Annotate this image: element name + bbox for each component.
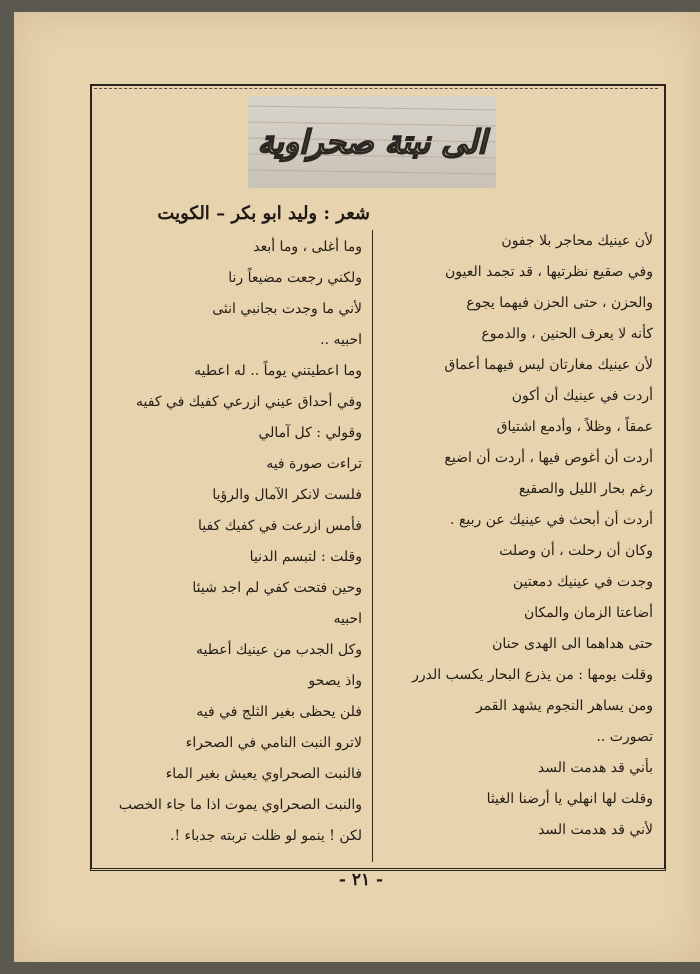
left-column: [118, 232, 362, 860]
verse-line: وقلت يومها : من يذرع البحار يكسب الدرر: [412, 667, 653, 683]
verse-line: فالنبت الصحراوي يعيش بغير الماء: [165, 766, 362, 782]
verse-line: وقلت لها انهلي يا أرضنا الغيثا: [486, 791, 653, 807]
frame-inner-line: [94, 88, 658, 89]
verse-line: لأن عينيك محاجر بلا جفون: [501, 233, 653, 249]
author-line: شعر : وليد ابو بكر – الكويت: [157, 203, 370, 224]
verse-line: احبيه ..: [320, 332, 362, 348]
verse-line: تصورت ..: [596, 729, 653, 745]
verse-line: واذ يصحو: [308, 673, 362, 689]
verse-line: وفي أحداق عيني ازرعي كفيك في كفيه: [136, 394, 362, 410]
verse-line: فلن يحظى بغير الثلج في فيه: [196, 704, 362, 720]
verse-line: عمقاً ، وظلاً ، وأدمع اشتياق: [496, 419, 653, 435]
verse-line: وما أغلى ، وما أبعد: [253, 239, 362, 255]
poem-title: الى نبتة صحراوية: [257, 123, 487, 161]
verse-line: حتى هداهما الى الهدى حنان: [492, 636, 653, 652]
verse-line: بأني قد هدمت السد: [537, 760, 653, 776]
verse-line: تراءت صورة فيه: [266, 456, 362, 472]
column-divider: [372, 230, 373, 862]
verse-line: والحزن ، حتى الحزن فيهما يجوع: [466, 295, 653, 311]
verse-line: لاترو النبت النامي في الصحراء: [185, 735, 362, 751]
page-number: - ٢١ -: [338, 870, 384, 890]
verse-line: لأني ما وجدت بجانبي انثى: [212, 301, 362, 317]
title-calligraphy: [248, 96, 496, 188]
verse-line: كأنه لا يعرف الحنين ، والدموع: [481, 326, 653, 342]
verse-line: وما اعطيتني يوماً .. له اعطيه: [194, 363, 362, 379]
verse-line: ولكني رجعت مضيعاً رنا: [228, 270, 362, 286]
verse-line: لكن ! ينمو لو ظلت تربته جدباء !.: [170, 828, 362, 844]
verse-line: وحين فتحت كفي لم اجد شيئا: [192, 580, 362, 596]
verse-line: فأمس ازرعت في كفيك كفيا: [198, 518, 362, 534]
verse-line: وكان أن رحلت ، أن وصلت: [499, 543, 653, 559]
verse-line: أردت أن أغوص فيها ، أردت أن اضيع: [444, 450, 653, 466]
verse-line: لأني قد هدمت السد: [538, 822, 653, 838]
verse-line: وجدت في عينيك دمعتين: [512, 574, 653, 590]
verse-line: وقلت : لتبسم الدنيا: [249, 549, 362, 565]
verse-line: رغم بحار الليل والصقيع: [518, 481, 653, 497]
right-column: [403, 232, 653, 860]
verse-line: أردت في عينيك أن أكون: [511, 388, 653, 404]
verse-line: وكل الجدب من عينيك أعطيه: [196, 642, 362, 658]
verse-line: ومن يساهر النجوم يشهد القمر: [475, 698, 653, 714]
verse-line: وقولي : كل آمالي: [258, 425, 362, 441]
verse-line: فلست لانكر الآمال والرؤيا: [212, 487, 362, 503]
verse-line: أردت أن أبحث في عينيك عن ربيع .: [450, 512, 653, 528]
verse-line: أضاعتا الزمان والمكان: [523, 605, 653, 621]
verse-line: وفي صقيع نظرتيها ، قد تجمد العيون: [445, 264, 653, 280]
verse-line: لأن عينيك مغارتان ليس فيهما أعماق: [444, 357, 653, 373]
verse-line: والنبت الصحراوي يموت اذا ما جاء الخصب: [118, 797, 362, 813]
verse-line: احبيه: [333, 611, 362, 627]
